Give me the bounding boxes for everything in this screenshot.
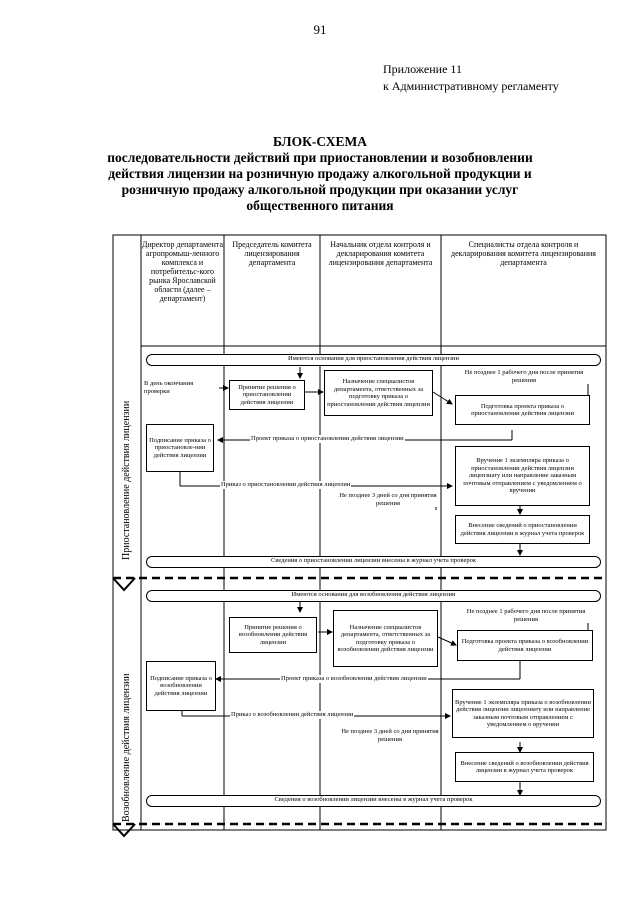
resumption-assign-box: Назначение специалистов департамента, ответственных за подготовку приказа о возобновлении действия лицензии bbox=[333, 610, 438, 667]
section-label-resumption: Возобновление действия лицензии bbox=[121, 673, 132, 822]
suspension-deadline-1-label: Не позднее 1 рабочего дня после принятия решения bbox=[458, 369, 590, 384]
title-line-2: последовательности действий при приостановлении и возобновлении bbox=[107, 150, 533, 165]
suspension-start-terminator: Имеются основания для приостановления действия лицензии bbox=[146, 354, 601, 366]
title-line-5: общественного питания bbox=[246, 198, 394, 213]
appendix-line-2: к Административному регламенту bbox=[383, 79, 559, 93]
suspension-deadline-3-label: Не позднее 3 дней со дня принятия решения bbox=[339, 492, 437, 507]
suspension-decision-box: Принятие решения о приостановлении действия лицензии bbox=[229, 380, 305, 410]
column-header-chairman: Председатель комитета лицензирования департамента bbox=[232, 240, 312, 267]
column-header-director: Директор департамента агропромыш-ленного комплекса и потребительс-кого рынка Ярославской области (далее – департамент) bbox=[142, 240, 223, 303]
suspension-draft-order-label: Проект приказа о приостановлении действия лицензии bbox=[251, 435, 404, 442]
resumption-prepare-box: Подготовка проекта приказа о возобновлении действия лицензии bbox=[457, 630, 593, 661]
suspension-deliver-box: Вручение 1 экземпляра приказа о приостановлении действия лицензии лицензиату или направление заказным почтовым отправлением с уведомлением о вручении bbox=[455, 446, 590, 506]
title-line-4: розничную продажу алкогольной продукции при оказании услуг bbox=[121, 182, 519, 197]
column-header-department-head: Начальник отдела контроля и декларирования комитета лицензирования департамента bbox=[328, 240, 433, 267]
resumption-deadline-1-label: Не позднее 1 рабочего дня после принятия решения bbox=[460, 608, 592, 623]
suspension-day-of-check-label: В день окончания проверки bbox=[143, 380, 219, 395]
resumption-draft-order-label: Проект приказа о возобновлении действия лицензии bbox=[281, 675, 427, 682]
resumption-decision-box: Принятие решения о возобновлении действия лицензии bbox=[229, 617, 317, 653]
appendix-line-1: Приложение 11 bbox=[383, 62, 462, 76]
suspension-order-label: Приказ о приостановлении действия лицензии bbox=[221, 481, 351, 488]
resumption-start-terminator: Имеются основания для возобновления действия лицензии bbox=[146, 590, 601, 602]
resumption-end-terminator: Сведения о возобновлении лицензии внесены в журнал учета проверок bbox=[146, 795, 601, 807]
section-label-suspension: Приостановление действия лицензии bbox=[121, 400, 132, 560]
resumption-order-label: Приказ о возобновлении действия лицензии bbox=[231, 711, 354, 718]
suspension-assign-box: Назначение специалистов департамента, ответственных за подготовку приказа о приостановлении действия лицензии bbox=[324, 370, 433, 416]
page-number: 91 bbox=[313, 22, 327, 37]
title-line-1: БЛОК-СХЕМА bbox=[272, 134, 368, 149]
column-header-specialists: Специалисты отдела контроля и декларирования комитета лицензирования департамента bbox=[451, 240, 596, 267]
suspension-end-terminator: Сведения о приостановлении лицензии внесены в журнал учета проверок bbox=[146, 556, 601, 568]
suspension-prepare-box: Подготовка проекта приказа о приостановлении действия лицензии bbox=[455, 395, 590, 425]
resumption-sign-box: Подписание приказа о возобновлении действия лицензии bbox=[146, 661, 216, 711]
suspension-sign-box: Подписание приказа о приостановле-нии действия лицензии bbox=[146, 424, 214, 472]
resumption-deadline-3-label: Не позднее 3 дней со дня принятия решения bbox=[341, 728, 439, 743]
suspension-journal-box: Внесение сведений о приостановлении действия лицензии в журнал учета проверок bbox=[455, 515, 590, 544]
resumption-deliver-box: Вручение 1 экземпляра приказа о возобновлении действия лицензии лицензиату или направление заказным почтовым отправлением с уведомлением о вручении bbox=[452, 689, 594, 738]
title-line-3: действия лицензии на розничную продажу алкогольной продукции и bbox=[108, 166, 532, 181]
resumption-journal-box: Внесение сведений о возобновлении действия лицензии в журнал учета проверок bbox=[455, 752, 594, 782]
